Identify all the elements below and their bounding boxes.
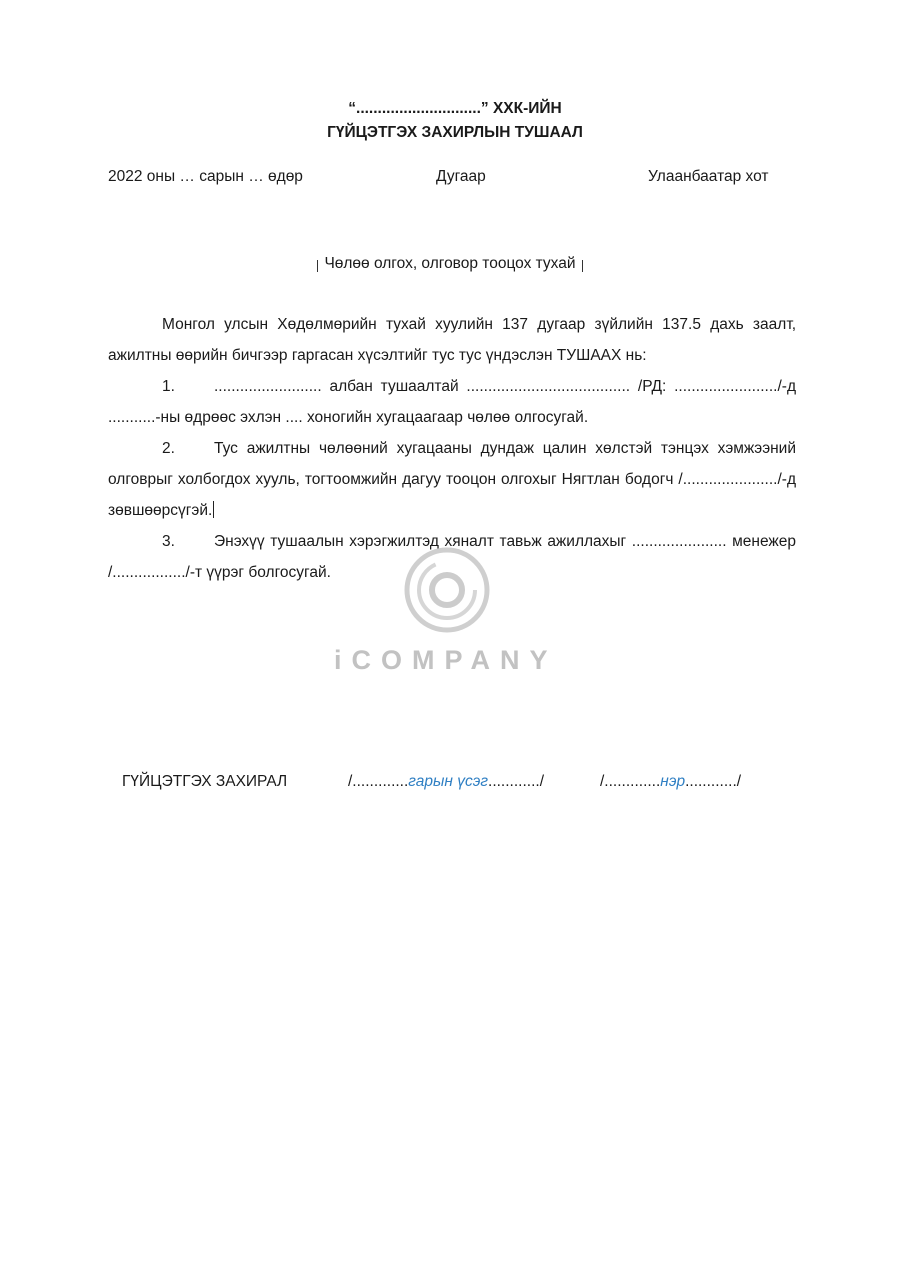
name-field [600,773,741,791]
signature-prefix: /............. [348,773,409,790]
text-cursor [213,501,214,518]
item-text: Энэхүү тушаалын хэрэгжилтэд хяналт тавьж ажиллахыг ...................... менежер /................./-т үүрэг болгосугай. [108,533,796,581]
item-text: ......................... албан тушаалтай ...................................... /РД: ......................../-д ...........-ны өдрөөс эхлэн .... хоногийн хугацаагаар чөлөө олгосугай. [108,378,796,426]
item-number: 3. [162,533,175,550]
order-date: 2022 оны … сарын … өдөр [108,168,303,185]
order-city: Улаанбаатар хот [648,168,769,185]
intro-paragraph: Монгол улсын Хөдөлмөрийн тухай хуулийн 137 дугаар зүйлийн 137.5 дахь заалт, ажилтны өөрийн бичгээр гаргасан хүсэлтийг тус тус үндэслэн ТУШААХ нь: [108,316,796,364]
watermark-text: iCOMPANY [334,645,558,675]
signature-role: ГҮЙЦЭТГЭХ ЗАХИРАЛ [122,773,288,790]
order-number: Дугаар [436,168,486,185]
name-hint: нэр [660,773,686,790]
order-item-2 [108,433,796,526]
watermark-logo-icon [402,545,492,635]
signature-suffix: ............/ [488,773,544,790]
left-bracket-mark [317,260,318,272]
item-text: Тус ажилтны чөлөөний хугацааны дундаж цалин хөлстэй тэнцэх хэмжээний олговрыг холбогдох хууль, тогтоомжийн дагуу тооцон олгохыг Нягтлан бодогч /....................../-д зөвшөөрсүгэй. [108,440,796,519]
name-suffix: ............/ [685,773,742,790]
document-title: ГҮЙЦЭТГЭХ ЗАХИРЛЫН ТУШААЛ [327,124,583,141]
item-number: 1. [162,378,175,395]
company-name-line: “.............................” ХХК-ИЙН [348,100,562,117]
signature-field [348,773,544,791]
signature-hint: гарын үсэг [408,773,489,790]
order-item-1 [108,371,796,433]
right-bracket-mark [582,260,583,272]
order-subject-text: Чөлөө олгох, олговор тооцох тухай [324,255,576,272]
name-prefix: /............. [600,773,661,790]
item-number: 2. [162,440,175,457]
order-subject [0,255,900,273]
